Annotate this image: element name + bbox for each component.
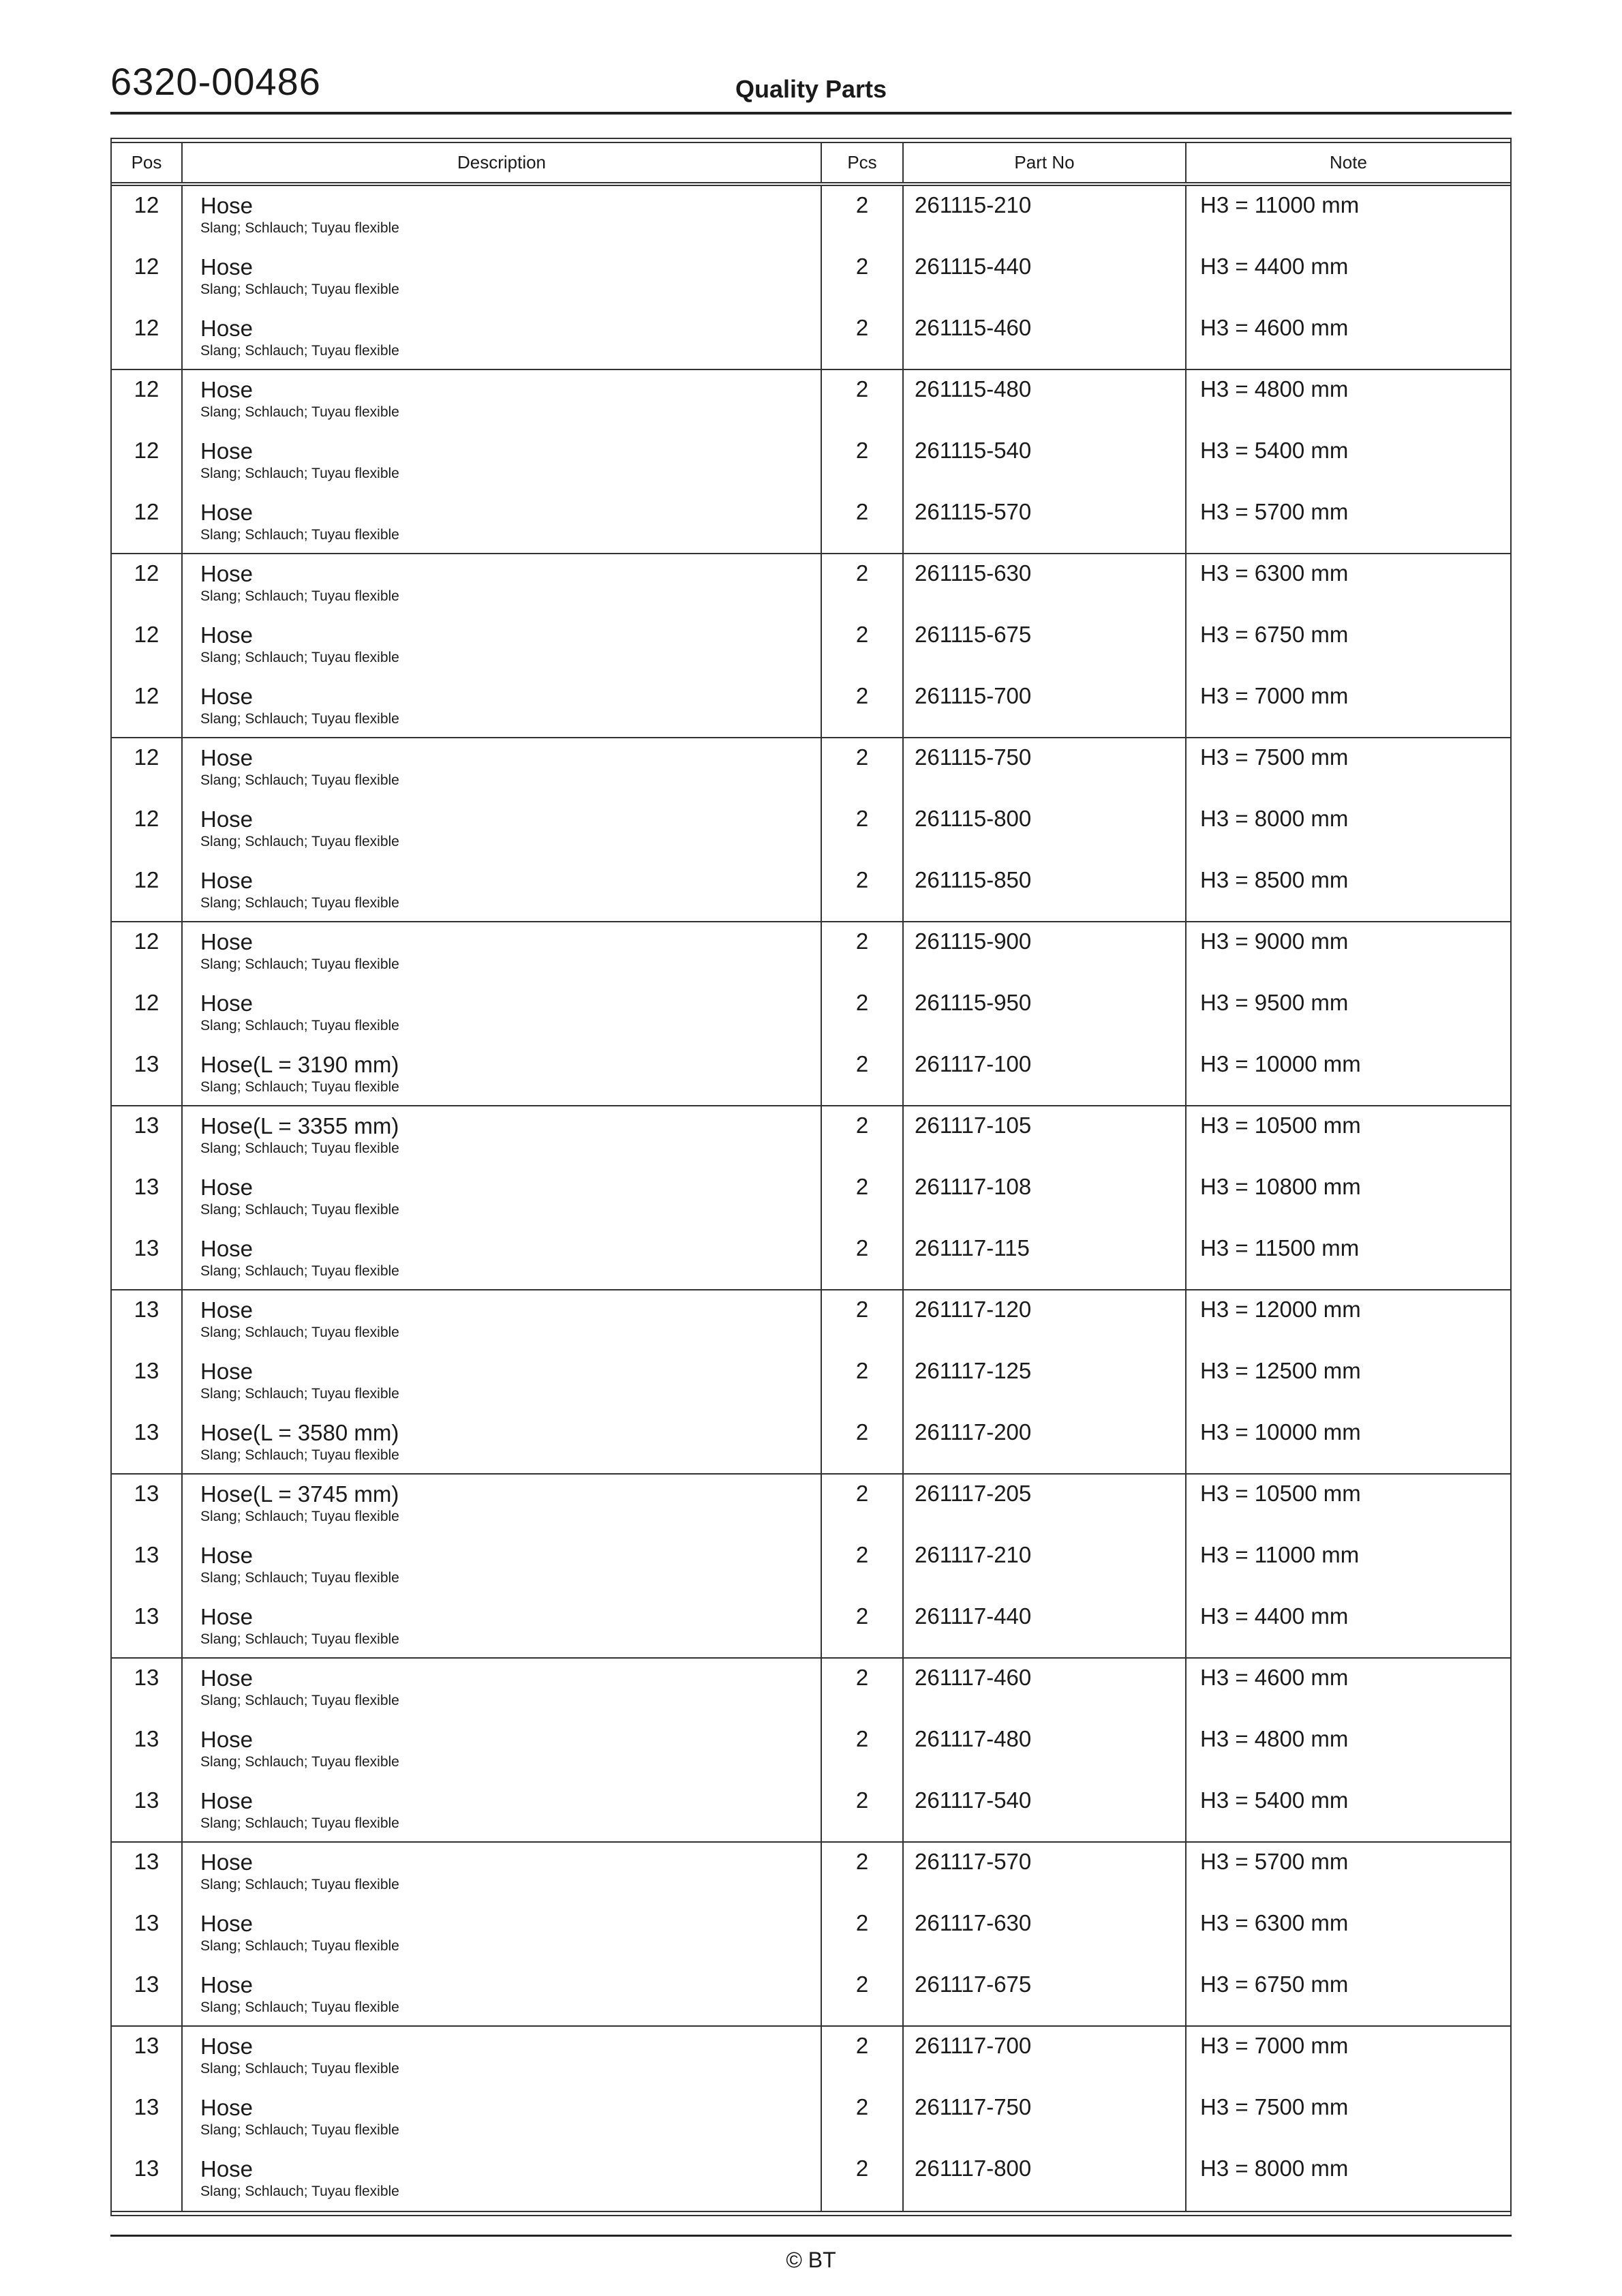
row-part-no: 261117-105 [904, 1106, 1187, 1168]
table-row [112, 738, 1510, 800]
row-pos: 13 [112, 1843, 183, 1904]
row-pcs: 2 [822, 1659, 904, 1720]
row-description [183, 738, 822, 800]
row-description-sub: Slang; Schlauch; Tuyau flexible [200, 711, 399, 727]
row-note: H3 = 8000 mm [1200, 806, 1349, 831]
row-description-sub: Slang; Schlauch; Tuyau flexible [200, 895, 399, 911]
row-note: H3 = 12500 mm [1200, 1358, 1361, 1383]
row-description [183, 1045, 822, 1105]
row-description-sub: Slang; Schlauch; Tuyau flexible [200, 2122, 399, 2138]
row-pos: 13 [112, 1659, 183, 1720]
table-row [112, 1045, 1510, 1106]
row-description-main: Hose [200, 2095, 254, 2120]
row-description [183, 493, 822, 553]
row-description-sub: Slang; Schlauch; Tuyau flexible [200, 1447, 399, 1463]
parts-table-inner [112, 142, 1510, 2212]
column-header-note: Note [1330, 152, 1367, 172]
table-row [112, 432, 1510, 493]
row-note: H3 = 7000 mm [1200, 683, 1349, 708]
column-header-pcs: Pcs [822, 143, 904, 182]
row-description [183, 309, 822, 369]
row-description-sub: Slang; Schlauch; Tuyau flexible [200, 2061, 399, 2076]
column-header-description: Description [183, 143, 822, 182]
row-description [183, 922, 822, 984]
row-description-main: Hose [200, 377, 254, 402]
table-row [112, 677, 1510, 738]
table-row [112, 800, 1510, 861]
row-description-sub: Slang; Schlauch; Tuyau flexible [200, 1263, 399, 1279]
row-pcs: 2 [822, 309, 904, 369]
row-pos: 12 [112, 616, 183, 677]
row-note: H3 = 10500 mm [1200, 1481, 1361, 1506]
page-title: Quality Parts [735, 75, 887, 103]
table-row [112, 1352, 1510, 1413]
table-row [112, 2149, 1510, 2211]
row-note: H3 = 4800 mm [1200, 1726, 1349, 1751]
row-description-sub: Slang; Schlauch; Tuyau flexible [200, 2184, 399, 2199]
row-pcs: 2 [822, 2149, 904, 2211]
row-pcs: 2 [822, 677, 904, 737]
row-description-main: Hose [200, 806, 254, 832]
row-note: H3 = 4400 mm [1200, 1603, 1349, 1629]
row-pcs: 2 [822, 493, 904, 553]
row-description [183, 554, 822, 616]
row-description-sub: Slang; Schlauch; Tuyau flexible [200, 1079, 399, 1095]
row-description-sub: Slang; Schlauch; Tuyau flexible [200, 404, 399, 420]
row-pcs: 2 [822, 1352, 904, 1413]
row-description-main: Hose [200, 1665, 254, 1691]
row-description-sub: Slang; Schlauch; Tuyau flexible [200, 1202, 399, 1218]
page-header [110, 60, 1512, 115]
row-note: H3 = 6750 mm [1200, 1972, 1349, 1997]
row-pcs: 2 [822, 1413, 904, 1473]
row-note: H3 = 4400 mm [1200, 254, 1349, 279]
row-pcs: 2 [822, 370, 904, 432]
row-pos: 12 [112, 370, 183, 432]
table-row [112, 2027, 1510, 2088]
document-number: 6320-00486 [110, 60, 321, 103]
table-row [112, 616, 1510, 677]
row-description-sub: Slang; Schlauch; Tuyau flexible [200, 1509, 399, 1524]
row-pos: 12 [112, 309, 183, 369]
table-row [112, 554, 1510, 616]
row-pcs: 2 [822, 1597, 904, 1657]
row-description [183, 616, 822, 677]
row-part-no: 261117-700 [904, 2027, 1187, 2088]
table-row [112, 861, 1510, 922]
row-part-no: 261117-115 [904, 1229, 1187, 1289]
row-description-main: Hose(L = 3580 mm) [200, 1420, 399, 1445]
row-pcs: 2 [822, 554, 904, 616]
row-pos: 13 [112, 1413, 183, 1473]
table-row [112, 1965, 1510, 2027]
row-description-main: Hose [200, 991, 254, 1016]
row-part-no: 261115-675 [904, 616, 1187, 677]
row-pos: 13 [112, 2149, 183, 2211]
row-description [183, 2088, 822, 2149]
row-note: H3 = 8500 mm [1200, 867, 1349, 892]
row-description-main: Hose [200, 1972, 254, 1997]
row-part-no: 261117-200 [904, 1413, 1187, 1473]
row-pcs: 2 [822, 1965, 904, 2025]
table-row [112, 370, 1510, 432]
row-description-main: Hose [200, 438, 254, 464]
row-pos: 13 [112, 1229, 183, 1289]
row-description [183, 984, 822, 1045]
row-part-no: 261115-460 [904, 309, 1187, 369]
row-pos: 13 [112, 1597, 183, 1657]
table-row [112, 1475, 1510, 1536]
row-description [183, 1597, 822, 1657]
row-description-main: Hose [200, 193, 254, 218]
row-note: H3 = 7000 mm [1200, 2033, 1349, 2058]
row-description-sub: Slang; Schlauch; Tuyau flexible [200, 1325, 399, 1340]
row-pos: 12 [112, 186, 183, 247]
row-description-main: Hose [200, 684, 254, 709]
row-pos: 12 [112, 922, 183, 984]
row-description [183, 1352, 822, 1413]
row-description-sub: Slang; Schlauch; Tuyau flexible [200, 1754, 399, 1770]
row-pcs: 2 [822, 1290, 904, 1352]
row-description-sub: Slang; Schlauch; Tuyau flexible [200, 1631, 399, 1647]
row-part-no: 261117-460 [904, 1659, 1187, 1720]
row-description-main: Hose [200, 316, 254, 341]
row-description-main: Hose(L = 3355 mm) [200, 1113, 399, 1138]
row-note: H3 = 7500 mm [1200, 2094, 1349, 2119]
row-description-main: Hose [200, 2034, 254, 2059]
row-description-main: Hose [200, 1175, 254, 1200]
row-description-main: Hose [200, 868, 254, 893]
row-note: H3 = 5700 mm [1200, 1849, 1349, 1874]
row-pos: 12 [112, 800, 183, 861]
row-pos: 12 [112, 554, 183, 616]
row-description [183, 1106, 822, 1168]
row-description [183, 1659, 822, 1720]
row-description-sub: Slang; Schlauch; Tuyau flexible [200, 956, 399, 972]
row-note: H3 = 5700 mm [1200, 499, 1349, 524]
table-row [112, 1597, 1510, 1659]
row-part-no: 261117-125 [904, 1352, 1187, 1413]
row-pos: 13 [112, 1475, 183, 1536]
row-pcs: 2 [822, 616, 904, 677]
row-pos: 12 [112, 247, 183, 309]
row-note: H3 = 6300 mm [1200, 1910, 1349, 1935]
row-description-sub: Slang; Schlauch; Tuyau flexible [200, 1999, 399, 2015]
row-description [183, 677, 822, 737]
row-part-no: 261117-750 [904, 2088, 1187, 2149]
row-description [183, 370, 822, 432]
row-pos: 13 [112, 1352, 183, 1413]
row-pcs: 2 [822, 1045, 904, 1105]
row-pos: 13 [112, 1720, 183, 1781]
table-row [112, 1106, 1510, 1168]
row-note: H3 = 9500 mm [1200, 990, 1349, 1015]
row-description-main: Hose [200, 1359, 254, 1384]
row-part-no: 261117-210 [904, 1536, 1187, 1597]
row-description [183, 247, 822, 309]
row-description-main: Hose [200, 254, 254, 280]
row-description-sub: Slang; Schlauch; Tuyau flexible [200, 834, 399, 849]
row-description-main: Hose [200, 1727, 254, 1752]
row-pcs: 2 [822, 1536, 904, 1597]
row-description-main: Hose [200, 745, 254, 770]
row-description-main: Hose [200, 561, 254, 586]
row-description-sub: Slang; Schlauch; Tuyau flexible [200, 466, 399, 481]
row-description [183, 1781, 822, 1841]
row-description-sub: Slang; Schlauch; Tuyau flexible [200, 772, 399, 788]
row-description-sub: Slang; Schlauch; Tuyau flexible [200, 1570, 399, 1586]
table-row [112, 1843, 1510, 1904]
row-description [183, 1475, 822, 1536]
row-description-main: Hose [200, 929, 254, 954]
row-pcs: 2 [822, 1229, 904, 1289]
row-pcs: 2 [822, 432, 904, 493]
row-pos: 13 [112, 1536, 183, 1597]
table-row [112, 1659, 1510, 1720]
table-row [112, 2088, 1510, 2149]
row-part-no: 261115-900 [904, 922, 1187, 984]
page-footer [110, 2235, 1512, 2273]
row-part-no: 261117-570 [904, 1843, 1187, 1904]
row-note: H3 = 10000 mm [1200, 1051, 1361, 1076]
table-row [112, 1536, 1510, 1597]
row-pcs: 2 [822, 1106, 904, 1168]
row-part-no: 261117-675 [904, 1965, 1187, 2025]
row-description [183, 800, 822, 861]
table-row [112, 493, 1510, 554]
row-description-main: Hose [200, 1604, 254, 1629]
row-description [183, 186, 822, 247]
row-pcs: 2 [822, 1168, 904, 1229]
row-pcs: 2 [822, 1720, 904, 1781]
row-note: H3 = 10000 mm [1200, 1419, 1361, 1445]
table-row [112, 922, 1510, 984]
row-pcs: 2 [822, 1904, 904, 1965]
row-note: H3 = 12000 mm [1200, 1297, 1361, 1322]
row-pcs: 2 [822, 186, 904, 247]
row-description [183, 1229, 822, 1289]
row-description-main: Hose [200, 1543, 254, 1568]
row-pos: 12 [112, 677, 183, 737]
row-note: H3 = 9000 mm [1200, 928, 1349, 954]
copyright-text: © BT [786, 2248, 836, 2272]
row-description-main: Hose [200, 1297, 254, 1323]
row-description-sub: Slang; Schlauch; Tuyau flexible [200, 343, 399, 359]
column-header-part-no: Part No [904, 143, 1187, 182]
row-note: H3 = 5400 mm [1200, 438, 1349, 463]
row-pos: 13 [112, 1290, 183, 1352]
row-description [183, 1536, 822, 1597]
row-description [183, 1843, 822, 1904]
row-description-sub: Slang; Schlauch; Tuyau flexible [200, 1141, 399, 1156]
row-description [183, 1904, 822, 1965]
row-description-main: Hose [200, 500, 254, 525]
row-description-sub: Slang; Schlauch; Tuyau flexible [200, 650, 399, 665]
table-row [112, 186, 1510, 247]
row-description-main: Hose [200, 1911, 254, 1936]
row-description-main: Hose [200, 1849, 254, 1875]
row-description [183, 2149, 822, 2211]
row-description-main: Hose [200, 622, 254, 648]
row-note: H3 = 11000 mm [1200, 192, 1360, 217]
row-part-no: 261115-750 [904, 738, 1187, 800]
row-pcs: 2 [822, 247, 904, 309]
row-description-sub: Slang; Schlauch; Tuyau flexible [200, 1386, 399, 1402]
row-note: H3 = 10800 mm [1200, 1174, 1361, 1199]
row-description-sub: Slang; Schlauch; Tuyau flexible [200, 1815, 399, 1831]
row-part-no: 261115-440 [904, 247, 1187, 309]
row-pcs: 2 [822, 861, 904, 921]
row-description-sub: Slang; Schlauch; Tuyau flexible [200, 1018, 399, 1033]
row-part-no: 261115-570 [904, 493, 1187, 553]
table-row [112, 1720, 1510, 1781]
row-description-sub: Slang; Schlauch; Tuyau flexible [200, 1877, 399, 1892]
row-note: H3 = 11000 mm [1200, 1542, 1360, 1567]
row-part-no: 261115-850 [904, 861, 1187, 921]
row-description-main: Hose [200, 1788, 254, 1813]
table-row [112, 1229, 1510, 1290]
row-pos: 12 [112, 493, 183, 553]
row-note: H3 = 7500 mm [1200, 744, 1349, 770]
table-body [112, 186, 1510, 2211]
row-description-main: Hose [200, 1236, 254, 1261]
row-part-no: 261117-440 [904, 1597, 1187, 1657]
row-pos: 13 [112, 1781, 183, 1841]
row-description [183, 1168, 822, 1229]
row-pcs: 2 [822, 800, 904, 861]
row-note: H3 = 11500 mm [1200, 1235, 1360, 1260]
row-pos: 12 [112, 861, 183, 921]
row-pos: 12 [112, 432, 183, 493]
row-note: H3 = 10500 mm [1200, 1113, 1361, 1138]
row-note: H3 = 8000 mm [1200, 2156, 1349, 2181]
row-description [183, 1720, 822, 1781]
row-part-no: 261117-120 [904, 1290, 1187, 1352]
row-pos: 12 [112, 984, 183, 1045]
row-part-no: 261115-210 [904, 186, 1187, 247]
table-row [112, 1904, 1510, 1965]
row-part-no: 261117-205 [904, 1475, 1187, 1536]
row-part-no: 261117-630 [904, 1904, 1187, 1965]
row-part-no: 261115-950 [904, 984, 1187, 1045]
row-part-no: 261117-108 [904, 1168, 1187, 1229]
table-row [112, 1781, 1510, 1843]
row-description-sub: Slang; Schlauch; Tuyau flexible [200, 282, 399, 297]
row-description-main: Hose [200, 2156, 254, 2181]
table-row [112, 309, 1510, 370]
row-description [183, 432, 822, 493]
row-part-no: 261117-100 [904, 1045, 1187, 1105]
row-pcs: 2 [822, 738, 904, 800]
row-part-no: 261117-800 [904, 2149, 1187, 2211]
row-note: H3 = 4800 mm [1200, 376, 1349, 402]
row-pcs: 2 [822, 922, 904, 984]
row-part-no: 261115-800 [904, 800, 1187, 861]
row-description-sub: Slang; Schlauch; Tuyau flexible [200, 1693, 399, 1708]
row-description-sub: Slang; Schlauch; Tuyau flexible [200, 220, 399, 236]
row-description [183, 1290, 822, 1352]
row-description-main: Hose(L = 3190 mm) [200, 1052, 399, 1077]
row-pos: 13 [112, 1106, 183, 1168]
table-row [112, 247, 1510, 309]
row-pos: 13 [112, 1965, 183, 2025]
row-description [183, 1413, 822, 1473]
row-pcs: 2 [822, 984, 904, 1045]
row-pos: 13 [112, 2088, 183, 2149]
row-pcs: 2 [822, 1475, 904, 1536]
row-pos: 13 [112, 1045, 183, 1105]
row-pcs: 2 [822, 1781, 904, 1841]
row-description [183, 861, 822, 921]
table-row [112, 1290, 1510, 1352]
row-note: H3 = 4600 mm [1200, 1665, 1349, 1690]
table-header-row [112, 143, 1510, 186]
table-row [112, 984, 1510, 1045]
row-pcs: 2 [822, 2088, 904, 2149]
row-description-sub: Slang; Schlauch; Tuyau flexible [200, 588, 399, 604]
row-part-no: 261115-540 [904, 432, 1187, 493]
row-pos: 13 [112, 1904, 183, 1965]
row-part-no: 261117-540 [904, 1781, 1187, 1841]
table-row [112, 1413, 1510, 1475]
row-description [183, 1965, 822, 2025]
row-pos: 12 [112, 738, 183, 800]
row-pcs: 2 [822, 1843, 904, 1904]
row-description-main: Hose(L = 3745 mm) [200, 1481, 399, 1507]
row-note: H3 = 6750 mm [1200, 622, 1349, 647]
row-description-sub: Slang; Schlauch; Tuyau flexible [200, 1938, 399, 1954]
row-part-no: 261115-700 [904, 677, 1187, 737]
row-part-no: 261115-480 [904, 370, 1187, 432]
column-header-pos: Pos [112, 143, 183, 182]
row-note: H3 = 4600 mm [1200, 315, 1349, 340]
row-part-no: 261117-480 [904, 1720, 1187, 1781]
parts-table [110, 138, 1512, 2216]
row-pos: 13 [112, 2027, 183, 2088]
table-row [112, 1168, 1510, 1229]
row-note: H3 = 5400 mm [1200, 1787, 1349, 1813]
row-part-no: 261115-630 [904, 554, 1187, 616]
row-pcs: 2 [822, 2027, 904, 2088]
row-note: H3 = 6300 mm [1200, 560, 1349, 586]
row-description-sub: Slang; Schlauch; Tuyau flexible [200, 527, 399, 543]
row-pos: 13 [112, 1168, 183, 1229]
row-description [183, 2027, 822, 2088]
